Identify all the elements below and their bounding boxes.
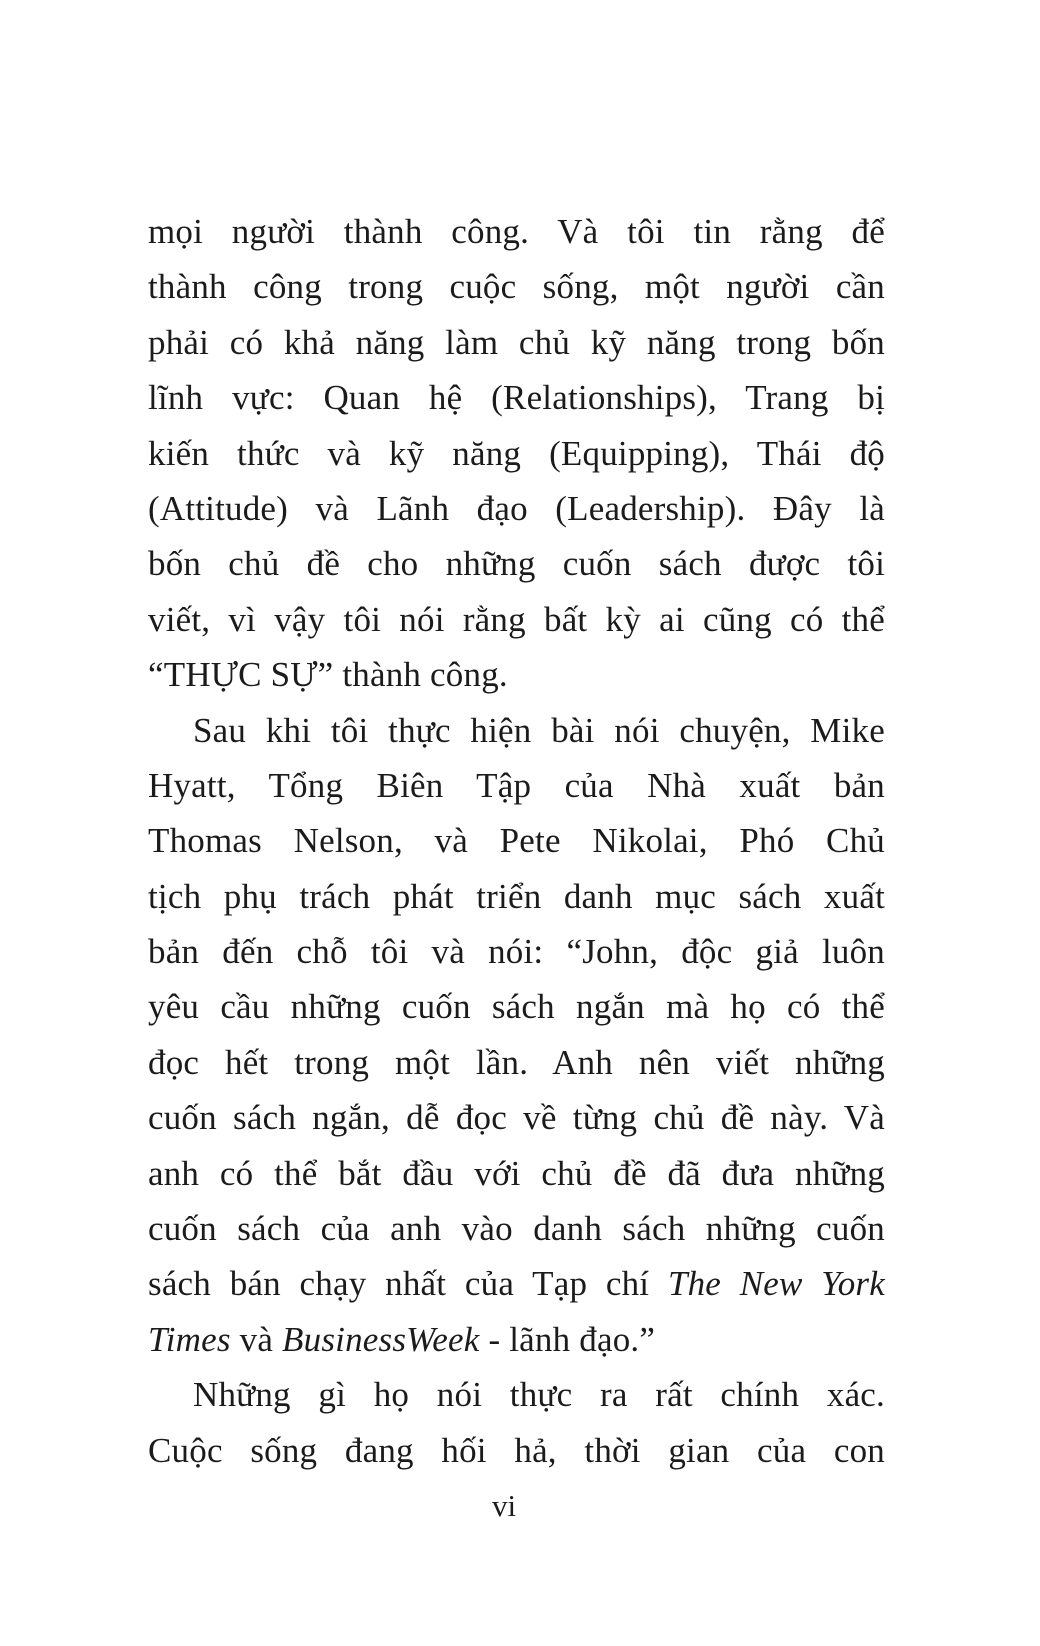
text-line: mọi người thành công. Và tôi tin rằng để: [148, 212, 885, 251]
text-line: anh có thể bắt đầu với chủ đề đã đưa những: [148, 1153, 885, 1193]
italic-text-segment: BusinessWeek: [282, 1319, 480, 1359]
text-line: lĩnh vực: Quan hệ (Relationships), Trang bị: [148, 378, 885, 418]
text-line: phải có khả năng làm chủ kỹ năng trong bốn: [148, 322, 885, 362]
text-line: (Attitude) và Lãnh đạo (Leadership). Đây là: [148, 488, 885, 528]
text-line: bốn chủ đề cho những cuốn sách được tôi: [148, 544, 885, 584]
text-line: “THỰC SỰ” thành công.: [148, 655, 508, 695]
text-line: Thomas Nelson, và Pete Nikolai, Phó Chủ: [148, 821, 885, 861]
text-line: kiến thức và kỹ năng (Equipping), Thái độ: [148, 433, 885, 473]
text-line: tịch phụ trách phát triển danh mục sách xuất: [148, 876, 885, 916]
italic-text-segment: Times: [148, 1319, 231, 1359]
text-line: cuốn sách của anh vào danh sách những cuốn: [148, 1209, 885, 1249]
italic-text-segment: The New York: [667, 1264, 885, 1304]
text-line: [148, 1312, 885, 1367]
text-segment: - lãnh đạo.”: [479, 1319, 656, 1359]
text-line: đọc hết trong một lần. Anh nên viết những: [148, 1042, 885, 1082]
text-line: Cuộc sống đang hối hả, thời gian của con: [148, 1430, 885, 1470]
text-line: [148, 1256, 885, 1311]
text-line: cuốn sách ngắn, dễ đọc về từng chủ đề này. Và: [148, 1098, 885, 1138]
text-line: bản đến chỗ tôi và nói: “John, độc giả luôn: [148, 932, 885, 972]
text-line: yêu cầu những cuốn sách ngắn mà họ có thể: [148, 987, 885, 1027]
page-number: vi: [491, 1488, 517, 1523]
text-segment: và: [230, 1319, 283, 1359]
text-line: Những gì họ nói thực ra rất chính xác.: [193, 1375, 885, 1415]
text-line: thành công trong cuộc sống, một người cần: [148, 267, 885, 307]
text-line: viết, vì vậy tôi nói rằng bất kỳ ai cũng có thể: [148, 599, 885, 639]
text-line: Hyatt, Tổng Biên Tập của Nhà xuất bản: [148, 765, 885, 805]
text-line: Sau khi tôi thực hiện bài nói chuyện, Mike: [193, 710, 885, 750]
text-segment: sách bán chạy nhất của Tạp chí: [148, 1264, 668, 1304]
page-text-block: [148, 204, 885, 1478]
